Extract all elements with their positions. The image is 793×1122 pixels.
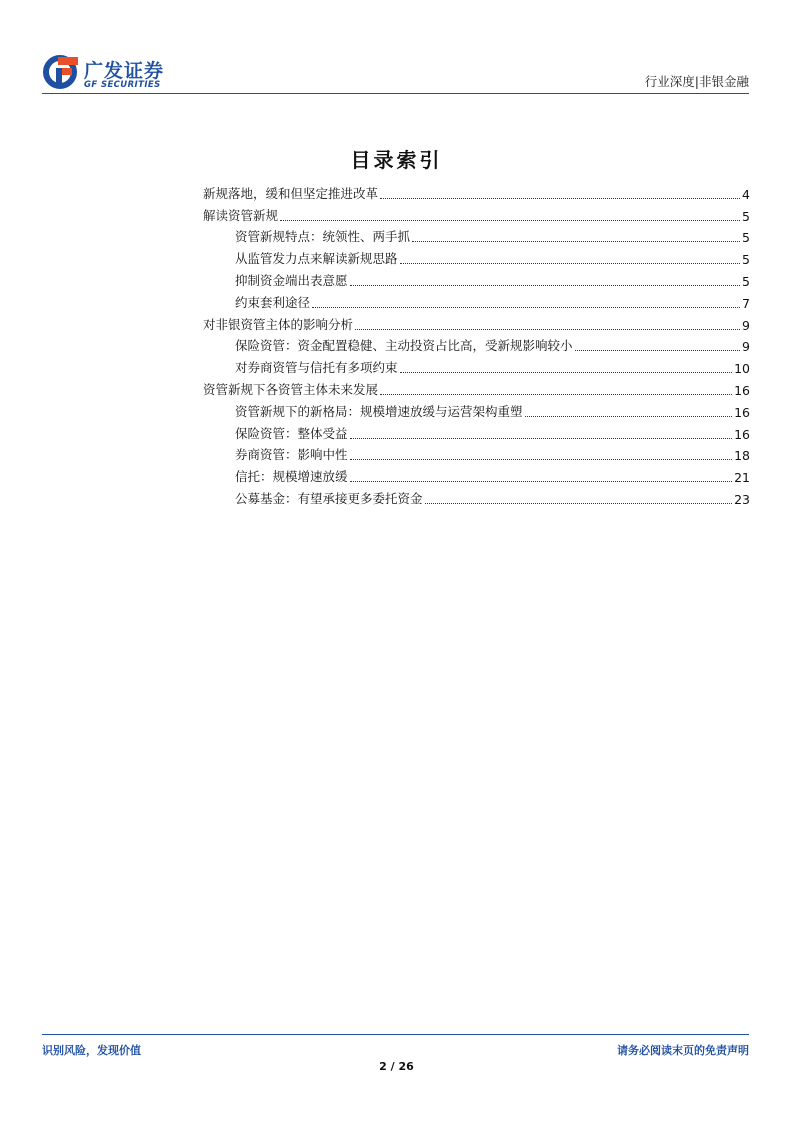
footer-slogan: 识别风险，发现价值 [42, 1044, 141, 1057]
toc-leader-dots [575, 350, 741, 351]
toc-entry[interactable] [203, 180, 750, 202]
toc-entry-page: 4 [742, 186, 750, 202]
toc-entry[interactable] [203, 354, 750, 376]
toc-entry-title: 对非银资管主体的影响分析 [203, 316, 354, 332]
company-logo [42, 54, 182, 94]
toc-entry[interactable] [203, 398, 750, 420]
toc-entry-page: 21 [734, 470, 750, 486]
toc-entry-title: 券商资管：影响中性 [235, 447, 348, 463]
toc-leader-dots [350, 459, 733, 460]
toc-title: 目录索引 [350, 148, 443, 172]
toc-entry-page: 5 [742, 273, 750, 289]
toc-entry-title: 保险资管：资金配置稳健、主动投资占比高，受新规影响较小 [235, 338, 573, 354]
toc-entry-page: 10 [734, 361, 750, 377]
toc-entry[interactable] [203, 202, 750, 224]
header-divider [42, 93, 749, 94]
toc-entry[interactable] [203, 245, 750, 267]
toc-entry[interactable] [203, 333, 750, 355]
toc-entry-title: 资管新规下各资管主体未来发展 [203, 381, 379, 397]
toc-entry[interactable] [203, 311, 750, 333]
toc-entry-title: 信托：规模增速放缓 [235, 469, 348, 485]
toc-leader-dots [350, 285, 741, 286]
toc-entry-page: 16 [734, 382, 750, 398]
toc-entry[interactable] [203, 463, 750, 485]
toc-entry[interactable] [203, 376, 750, 398]
toc-entry-page: 18 [734, 448, 750, 464]
toc-entry-page: 23 [734, 491, 750, 507]
toc-entry-page: 9 [742, 317, 750, 333]
toc-entry-page: 7 [742, 295, 750, 311]
toc-leader-dots [312, 307, 740, 308]
toc-leader-dots [425, 503, 733, 504]
toc-leader-dots [355, 329, 740, 330]
toc-entry-page: 5 [742, 208, 750, 224]
toc-leader-dots [525, 416, 733, 417]
toc-leader-dots [350, 438, 733, 439]
toc-entry[interactable] [203, 289, 750, 311]
toc-entry-title: 保险资管：整体受益 [235, 425, 348, 441]
logo-chinese-name: 广发证券 [84, 60, 165, 82]
toc-entry-title: 资管新规下的新格局：规模增速放缓与运营架构重塑 [235, 403, 523, 419]
toc-leader-dots [400, 263, 741, 264]
toc-leader-dots [350, 481, 733, 482]
toc-entry-page: 9 [742, 339, 750, 355]
toc-entry-title: 抑制资金端出表意愿 [235, 272, 348, 288]
report-category: 行业深度|非银金融 [644, 74, 749, 89]
toc-entry-title: 新规落地，缓和但坚定推进改革 [203, 185, 379, 201]
toc-entry[interactable] [203, 267, 750, 289]
toc-entry[interactable] [203, 224, 750, 246]
toc-entry-title: 约束套利途径 [235, 294, 311, 310]
toc-entry-page: 16 [734, 404, 750, 420]
toc-entry-title: 解读资管新规 [203, 207, 279, 223]
toc-entry[interactable] [203, 420, 750, 442]
toc-leader-dots [280, 220, 740, 221]
toc-entry-title: 公募基金：有望承接更多委托资金 [235, 490, 423, 506]
toc-entry-title: 对券商资管与信托有多项约束 [235, 360, 398, 376]
toc-entry[interactable] [203, 485, 750, 507]
toc-entry[interactable] [203, 442, 750, 464]
footer-divider [42, 1034, 749, 1035]
toc-leader-dots [380, 394, 732, 395]
toc-leader-dots [400, 372, 733, 373]
toc-leader-dots [412, 241, 740, 242]
toc-entry-page: 5 [742, 230, 750, 246]
toc-entry-title: 从监管发力点来解读新规思路 [235, 251, 398, 267]
table-of-contents [203, 180, 750, 507]
toc-entry-page: 16 [734, 426, 750, 442]
toc-leader-dots [380, 198, 740, 199]
logo-english-name: GF SECURITIES [84, 80, 161, 90]
page-number: 2 / 26 [379, 1060, 414, 1073]
toc-entry-page: 5 [742, 252, 750, 268]
footer-disclaimer-note: 请务必阅读末页的免责声明 [617, 1044, 749, 1057]
gf-logo-icon [42, 54, 80, 90]
toc-entry-title: 资管新规特点：统领性、两手抓 [235, 229, 411, 245]
